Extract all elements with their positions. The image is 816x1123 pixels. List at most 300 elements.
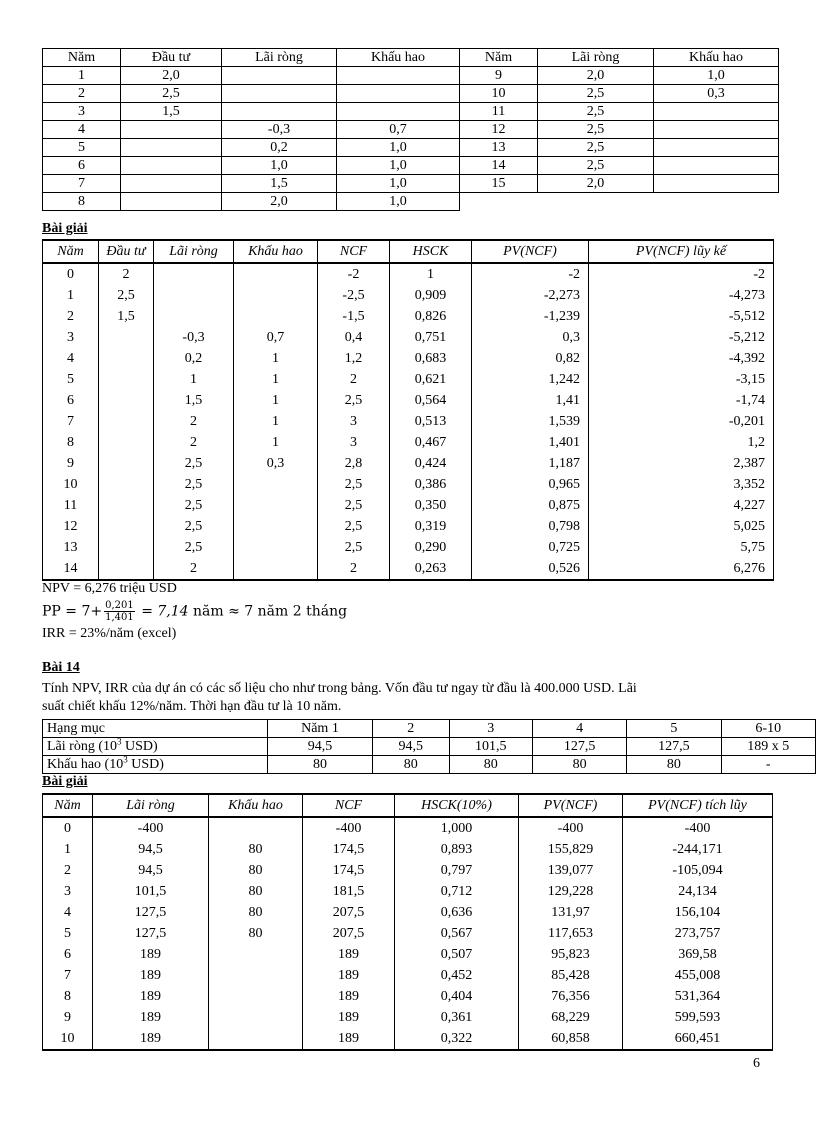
solution1-header-cell: NCF (318, 240, 390, 263)
table1-cell: 0,2 (222, 139, 337, 157)
solution2-cell: -400 (623, 817, 773, 839)
solution1-cell (99, 516, 154, 537)
solution2-cell (209, 1007, 303, 1028)
solution2-cell: 0,893 (395, 839, 519, 860)
solution2-cell: 94,5 (93, 839, 209, 860)
table2-cell: 127,5 (532, 738, 626, 756)
solution1-cell: 2,5 (154, 474, 234, 495)
solution1-cell: 1,242 (472, 369, 589, 390)
solution2-cell: 174,5 (303, 860, 395, 881)
solution2-cell: 8 (43, 986, 93, 1007)
solution2-header-cell: HSCK(10%) (395, 794, 519, 817)
solution1-cell: 6 (43, 390, 99, 411)
solution1-row (43, 558, 774, 580)
table1-cell: 2,0 (222, 193, 337, 211)
solution2-cell: 0,567 (395, 923, 519, 944)
solution1-cell (154, 306, 234, 327)
solution1-cell (99, 369, 154, 390)
table1-header-cell: Năm (460, 49, 538, 67)
solution1-cell (99, 495, 154, 516)
table1-cell: 1,0 (222, 157, 337, 175)
solution1-cell: 1,41 (472, 390, 589, 411)
solution2-cell: 531,364 (623, 986, 773, 1007)
solution1-row (43, 495, 774, 516)
solution2-cell: 0,507 (395, 944, 519, 965)
solution2-cell: 127,5 (93, 902, 209, 923)
solution1-cell: 2,5 (154, 537, 234, 558)
solution2-cell: 94,5 (93, 860, 209, 881)
solution1-cell: -2 (318, 263, 390, 285)
table1-cell: 2,5 (538, 85, 654, 103)
solution1-cell: -4,273 (589, 285, 774, 306)
solution1-cell: 0,82 (472, 348, 589, 369)
table1-cell: 2,0 (121, 67, 222, 85)
table1-cell: 1 (43, 67, 121, 85)
solution1-cell: 14 (43, 558, 99, 580)
solution2-cell: 189 (93, 965, 209, 986)
solution2-cell: 455,008 (623, 965, 773, 986)
row-label-unit: USD) (127, 757, 164, 772)
solution2-cell (209, 986, 303, 1007)
table1-cell: 12 (460, 121, 538, 139)
solution2-cell: 80 (209, 902, 303, 923)
table1-cell: 8 (43, 193, 121, 211)
table1-cell: -0,3 (222, 121, 337, 139)
solution1-cell: -1,5 (318, 306, 390, 327)
solution2-cell: 0,452 (395, 965, 519, 986)
solution2-header-row (43, 794, 773, 817)
solution1-cell: 0,526 (472, 558, 589, 580)
solution1-row (43, 306, 774, 327)
solution2-cell: 660,451 (623, 1028, 773, 1050)
table1-cell (121, 121, 222, 139)
solution2-header-cell: Năm (43, 794, 93, 817)
solution1-header-cell: Đầu tư (99, 240, 154, 263)
solution1-row (43, 327, 774, 348)
solution1-cell: 0,467 (390, 432, 472, 453)
table1-cell (654, 175, 779, 193)
solution2-cell: 156,104 (623, 902, 773, 923)
problem-title: Bài 14 (42, 660, 80, 675)
solution1-header-cell: Năm (43, 240, 99, 263)
table1-cell: 2,5 (538, 139, 654, 157)
table1-cell: 0,7 (337, 121, 460, 139)
solution1-cell: 1 (234, 348, 318, 369)
solution1-row (43, 285, 774, 306)
solution2-cell: 117,653 (519, 923, 623, 944)
table1-cell: 5 (43, 139, 121, 157)
solution2-row (43, 839, 773, 860)
solution1-cell: 0,725 (472, 537, 589, 558)
solution2-header-cell: PV(NCF) tích lũy (623, 794, 773, 817)
solution1-cell: 2 (318, 369, 390, 390)
solution2-cell: 6 (43, 944, 93, 965)
solution1-cell: 1 (43, 285, 99, 306)
solution1-cell: 1,5 (99, 306, 154, 327)
table1-header-cell: Năm (43, 49, 121, 67)
solution1-cell: 2 (99, 263, 154, 285)
solution1-row (43, 411, 774, 432)
solution1-row (43, 432, 774, 453)
solution1-cell: 0,424 (390, 453, 472, 474)
solution1-cell: -0,201 (589, 411, 774, 432)
solution-title-1: Bài giải (42, 221, 88, 236)
solution2-cell (209, 817, 303, 839)
table2-row-label (43, 738, 268, 756)
problem-text (42, 680, 782, 716)
solution1-cell: 8 (43, 432, 99, 453)
solution2-cell: 189 (303, 1007, 395, 1028)
solution2-cell: 1,000 (395, 817, 519, 839)
solution2-cell: -400 (519, 817, 623, 839)
table2-row-label (43, 756, 268, 774)
solution1-cell: -3,15 (589, 369, 774, 390)
solution2-cell: 60,858 (519, 1028, 623, 1050)
row-label-text: Lãi ròng (10 (47, 739, 117, 754)
table1-cell: 2,0 (538, 175, 654, 193)
table1-cell: 10 (460, 85, 538, 103)
solution2-cell (209, 965, 303, 986)
solution1-cell: 0,3 (472, 327, 589, 348)
table1-cell: 2,0 (538, 67, 654, 85)
solution2-cell: 0,404 (395, 986, 519, 1007)
solution2-cell: 155,829 (519, 839, 623, 860)
solution2-cell: 127,5 (93, 923, 209, 944)
solution2-cell: 207,5 (303, 902, 395, 923)
solution2-row (43, 986, 773, 1007)
solution1-cell: 2,5 (318, 516, 390, 537)
solution1-cell: -0,3 (154, 327, 234, 348)
table1-cell (121, 139, 222, 157)
table1-cell (222, 67, 337, 85)
solution1-cell: 2 (318, 558, 390, 580)
table2-cell: 94,5 (267, 738, 372, 756)
solution2-row (43, 902, 773, 923)
row-label-unit: USD) (121, 739, 158, 754)
solution1-cell: -2 (589, 263, 774, 285)
solution1-header-cell: PV(NCF) (472, 240, 589, 263)
solution2-cell: 85,428 (519, 965, 623, 986)
solution1-cell: 2,8 (318, 453, 390, 474)
table1-cell (222, 85, 337, 103)
solution2-row (43, 965, 773, 986)
table1-cell: 9 (460, 67, 538, 85)
solution2-cell: -400 (93, 817, 209, 839)
solution1-cell: 0,798 (472, 516, 589, 537)
table1-cell: 6 (43, 157, 121, 175)
table2-cell: 80 (532, 756, 626, 774)
table1-row (43, 193, 779, 211)
solution1-row (43, 348, 774, 369)
solution1-cell: 1,2 (318, 348, 390, 369)
solution2-cell: 0,712 (395, 881, 519, 902)
solution1-cell: 13 (43, 537, 99, 558)
solution1-cell (234, 516, 318, 537)
solution1-cell: 2,5 (99, 285, 154, 306)
solution2-cell: 76,356 (519, 986, 623, 1007)
solution1-cell (234, 263, 318, 285)
solution1-cell: 2,5 (318, 537, 390, 558)
solution1-cell: 1 (234, 390, 318, 411)
pp-formula (42, 600, 347, 622)
table2-header-cell: Hạng mục (43, 720, 268, 738)
solution1-cell (99, 390, 154, 411)
table2-cell: 127,5 (627, 738, 721, 756)
table1-cell: 1,0 (337, 139, 460, 157)
solution2-cell: 189 (93, 986, 209, 1007)
solution1-cell (99, 453, 154, 474)
problem-text-line-2: suất chiết khấu 12%/năm. Thời hạn đầu tư là 10 năm. (42, 699, 342, 714)
solution1-cell (154, 263, 234, 285)
table2-cell: 80 (373, 756, 449, 774)
table1-cell: 2,5 (121, 85, 222, 103)
table1-row (43, 157, 779, 175)
row-label-text: Khấu hao (10 (47, 757, 124, 772)
table1-cell: 1,0 (337, 175, 460, 193)
table1-header-cell: Đầu tư (121, 49, 222, 67)
table1-cell: 1,5 (121, 103, 222, 121)
solution1-cell: 0,683 (390, 348, 472, 369)
table1-cell: 1,5 (222, 175, 337, 193)
solution1-cell: 3 (43, 327, 99, 348)
solution1-cell: 2,5 (318, 390, 390, 411)
table1-cell (337, 67, 460, 85)
solution2-cell: 80 (209, 923, 303, 944)
solution2-cell: -105,094 (623, 860, 773, 881)
table1-cell (121, 157, 222, 175)
solution1-row (43, 474, 774, 495)
solution2-header-cell: PV(NCF) (519, 794, 623, 817)
table1-blank-cell (654, 193, 779, 211)
table2-header-cell: Năm 1 (267, 720, 372, 738)
solution1-cell (99, 411, 154, 432)
solution2-cell: 4 (43, 902, 93, 923)
solution2-cell: 24,134 (623, 881, 773, 902)
solution2-cell: 181,5 (303, 881, 395, 902)
solution1-header-cell: PV(NCF) lũy kế (589, 240, 774, 263)
solution2-header-cell: Khấu hao (209, 794, 303, 817)
table1-cell: 1,0 (337, 157, 460, 175)
table1-cell: 15 (460, 175, 538, 193)
solution2-header-cell: Lãi ròng (93, 794, 209, 817)
solution2-cell: 80 (209, 881, 303, 902)
solution1-cell: 2,387 (589, 453, 774, 474)
solution2-cell: 5 (43, 923, 93, 944)
solution2-cell: 189 (93, 1028, 209, 1050)
solution1-cell: 0,290 (390, 537, 472, 558)
table1-cell: 7 (43, 175, 121, 193)
table1-blank-cell (460, 193, 538, 211)
solution1-cell: 0,564 (390, 390, 472, 411)
solution1-cell: 3 (318, 411, 390, 432)
table2-cell: 94,5 (373, 738, 449, 756)
solution1-cell: 2 (154, 432, 234, 453)
solution-table-1 (42, 239, 774, 581)
solution1-cell: 1 (234, 369, 318, 390)
table2-row (43, 738, 816, 756)
solution2-cell: 68,229 (519, 1007, 623, 1028)
table1-blank-cell (538, 193, 654, 211)
solution2-row (43, 1007, 773, 1028)
table2-header-cell: 2 (373, 720, 449, 738)
solution1-cell: 3,352 (589, 474, 774, 495)
solution1-cell: 5 (43, 369, 99, 390)
solution2-cell (209, 944, 303, 965)
solution2-row (43, 1028, 773, 1050)
solution-title-2: Bài giải (42, 774, 88, 789)
solution1-cell: -1,239 (472, 306, 589, 327)
solution1-cell: 0,875 (472, 495, 589, 516)
solution1-cell (99, 558, 154, 580)
data-table-2 (42, 719, 816, 774)
solution1-cell: 1,5 (154, 390, 234, 411)
solution2-cell: 131,97 (519, 902, 623, 923)
solution2-cell: 189 (303, 986, 395, 1007)
irr-result: IRR = 23%/năm (excel) (42, 626, 177, 641)
table1-cell: 2,5 (538, 103, 654, 121)
solution1-row (43, 516, 774, 537)
solution2-cell: 0,361 (395, 1007, 519, 1028)
solution1-cell: 2,5 (154, 453, 234, 474)
solution1-cell: 0,513 (390, 411, 472, 432)
pp-suffix: năm ≈ 7 năm 2 tháng (193, 603, 348, 620)
table1-header-cell: Khấu hao (654, 49, 779, 67)
solution1-cell: 10 (43, 474, 99, 495)
solution1-cell: 0,3 (234, 453, 318, 474)
solution1-cell: 2,5 (154, 495, 234, 516)
solution1-cell (234, 474, 318, 495)
data-table-1 (42, 48, 779, 211)
table1-header-cell: Lãi ròng (538, 49, 654, 67)
solution1-cell (99, 432, 154, 453)
solution2-cell: 9 (43, 1007, 93, 1028)
solution1-cell: 4,227 (589, 495, 774, 516)
solution2-row (43, 817, 773, 839)
table2-cell: 80 (627, 756, 721, 774)
problem-text-line-1: Tính NPV, IRR của dự án có các số liệu cho như trong bảng. Vốn đầu tư ngay từ đầu là 400.000 USD. Lãi (42, 681, 637, 696)
solution1-cell (234, 306, 318, 327)
solution1-row (43, 263, 774, 285)
solution2-cell: 273,757 (623, 923, 773, 944)
table2-header-cell: 6-10 (721, 720, 815, 738)
solution1-cell: 2,5 (318, 495, 390, 516)
solution1-cell: 0,4 (318, 327, 390, 348)
solution1-cell: 0,319 (390, 516, 472, 537)
table1-row (43, 121, 779, 139)
table1-cell (654, 121, 779, 139)
table2-row (43, 756, 816, 774)
solution1-cell: 0,965 (472, 474, 589, 495)
table2-cell: 80 (267, 756, 372, 774)
solution1-cell: 9 (43, 453, 99, 474)
table1-cell: 2,5 (538, 157, 654, 175)
solution2-header-cell: NCF (303, 794, 395, 817)
solution2-cell (209, 1028, 303, 1050)
solution2-cell: -244,171 (623, 839, 773, 860)
solution1-row (43, 369, 774, 390)
table1-row (43, 139, 779, 157)
solution1-row (43, 390, 774, 411)
solution2-cell: 10 (43, 1028, 93, 1050)
solution1-cell: 0 (43, 263, 99, 285)
solution1-cell: 3 (318, 432, 390, 453)
solution1-cell: 0,751 (390, 327, 472, 348)
solution2-cell: 139,077 (519, 860, 623, 881)
solution2-cell: 80 (209, 860, 303, 881)
pp-numerator: 0,201 (105, 600, 134, 611)
solution1-row (43, 453, 774, 474)
solution1-cell: 2,5 (154, 516, 234, 537)
solution1-cell: -5,512 (589, 306, 774, 327)
solution-table-2 (42, 793, 773, 1051)
solution2-cell: 189 (93, 1007, 209, 1028)
solution2-cell: 369,58 (623, 944, 773, 965)
table2-cell: 80 (449, 756, 532, 774)
solution1-cell: 1 (154, 369, 234, 390)
row-label-exponent: 3 (116, 737, 122, 747)
table1-row (43, 103, 779, 121)
table2-header-cell: 5 (627, 720, 721, 738)
solution2-row (43, 923, 773, 944)
table1-cell (337, 103, 460, 121)
solution1-cell: 1,2 (589, 432, 774, 453)
solution1-cell (154, 285, 234, 306)
solution1-cell: 4 (43, 348, 99, 369)
table2-header-cell: 4 (532, 720, 626, 738)
solution1-cell: 5,75 (589, 537, 774, 558)
solution2-cell: 95,823 (519, 944, 623, 965)
solution2-cell: 189 (303, 944, 395, 965)
solution1-cell (234, 537, 318, 558)
table2-cell: 101,5 (449, 738, 532, 756)
solution1-cell: 1 (234, 411, 318, 432)
solution2-cell: 174,5 (303, 839, 395, 860)
solution2-cell: 2 (43, 860, 93, 881)
solution2-cell: 0,636 (395, 902, 519, 923)
table1-row (43, 67, 779, 85)
solution1-header-row (43, 240, 774, 263)
solution1-cell: 1,539 (472, 411, 589, 432)
table1-cell: 11 (460, 103, 538, 121)
solution1-cell: 1 (234, 432, 318, 453)
solution1-cell: -5,212 (589, 327, 774, 348)
solution2-cell: 189 (93, 944, 209, 965)
solution2-row (43, 860, 773, 881)
solution1-cell: 12 (43, 516, 99, 537)
solution1-cell: 0,263 (390, 558, 472, 580)
solution1-cell: 0,621 (390, 369, 472, 390)
solution1-cell: 0,350 (390, 495, 472, 516)
solution2-cell: 189 (303, 965, 395, 986)
table1-header-cell: Khấu hao (337, 49, 460, 67)
solution1-cell: 11 (43, 495, 99, 516)
table1-cell: 2,5 (538, 121, 654, 139)
npv-result: NPV = 6,276 triệu USD (42, 581, 177, 596)
solution1-header-cell: Khấu hao (234, 240, 318, 263)
table1-header-row (43, 49, 779, 67)
table2-cell: 189 x 5 (721, 738, 815, 756)
solution2-cell: 0 (43, 817, 93, 839)
solution1-cell (99, 327, 154, 348)
solution2-cell: 207,5 (303, 923, 395, 944)
table2-header-cell: 3 (449, 720, 532, 738)
solution1-cell: 2 (154, 558, 234, 580)
solution2-cell: 0,322 (395, 1028, 519, 1050)
table1-cell: 0,3 (654, 85, 779, 103)
solution1-cell: 1,187 (472, 453, 589, 474)
solution1-cell: 6,276 (589, 558, 774, 580)
table2-cell: - (721, 756, 815, 774)
